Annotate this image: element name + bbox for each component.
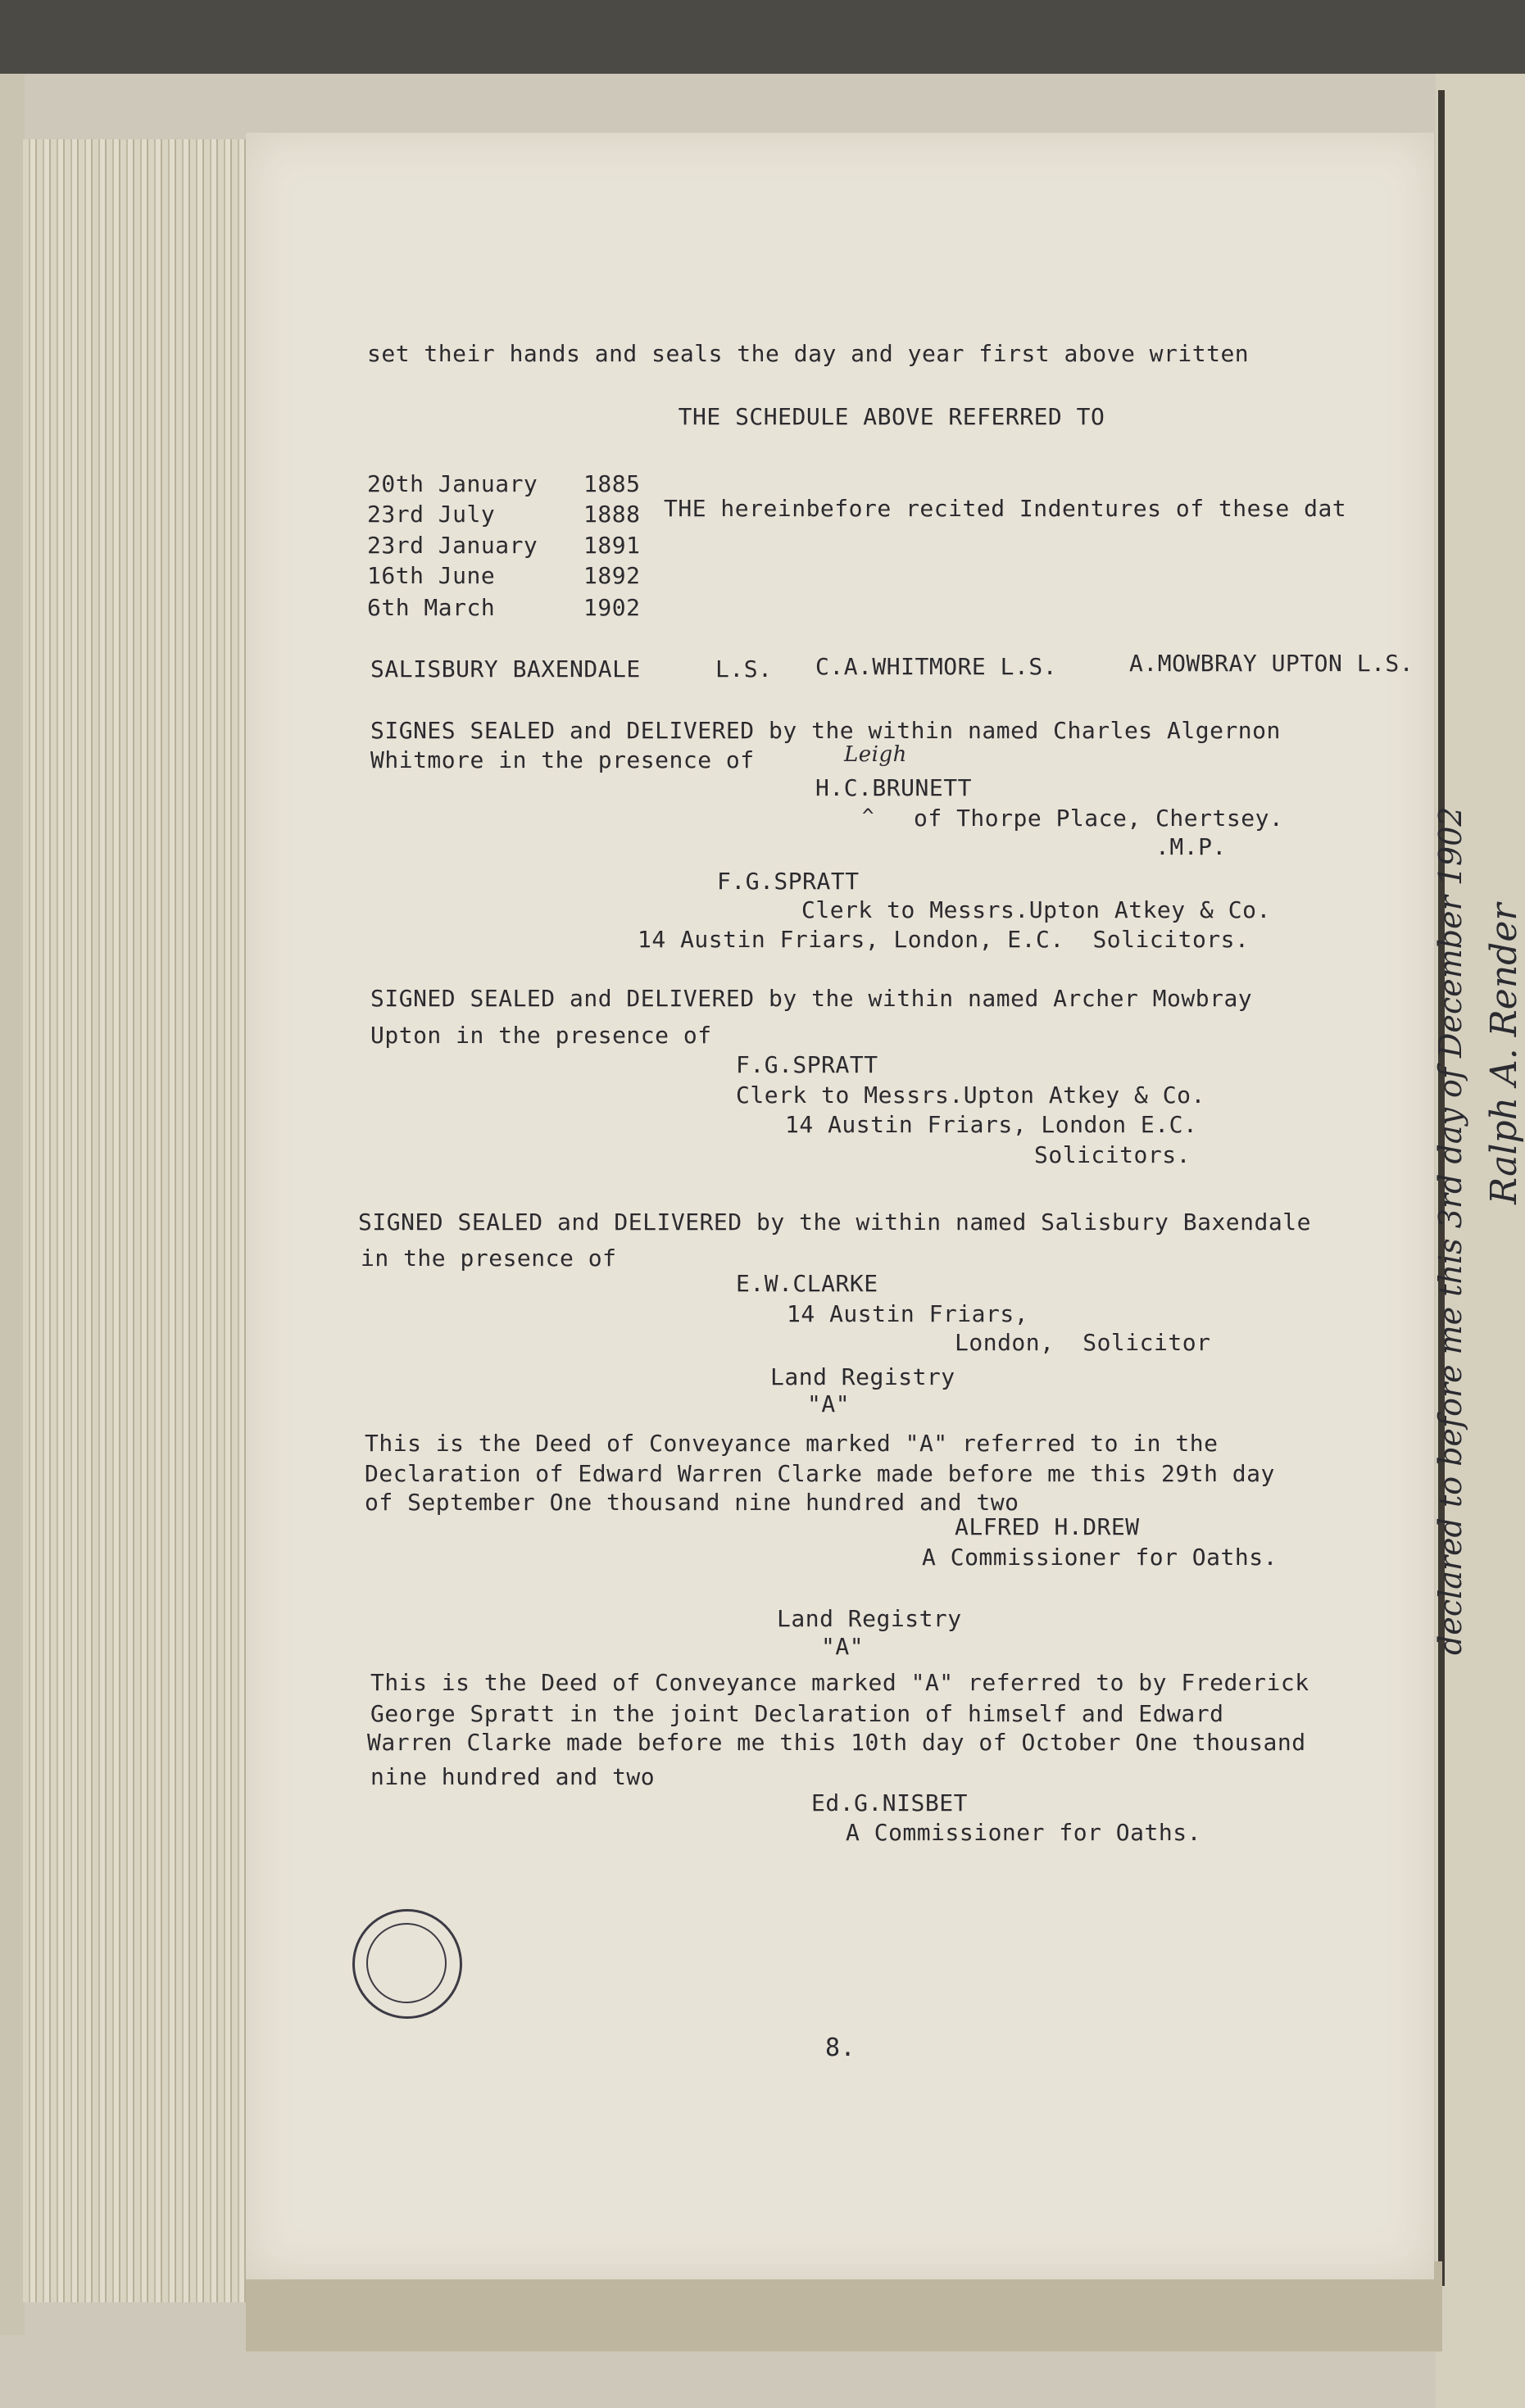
schedule-date-year: 1902 [583,594,641,621]
witness1-address2: 14 Austin Friars, London, E.C. Solicitors. [638,926,1250,953]
schedule-date-day: 23rd January [367,532,538,559]
witness1-address: of Thorpe Place, Chertsey. [914,805,1284,832]
registry1-name: ALFRED H.DREW [955,1513,1140,1540]
schedule-date-day: 23rd July [367,501,496,528]
witness1-name: H.C.BRUNETT [815,774,972,801]
registry2-mark: "A" [821,1633,865,1660]
registry1-heading: Land Registry [770,1363,955,1390]
caret-mark: ^ [862,805,874,828]
witness3-line2: in the presence of [361,1245,617,1272]
witness2-solicitors: Solicitors. [1034,1141,1191,1168]
witness1-line2: Whitmore in the presence of [370,746,755,773]
margin-note: declared to before me this 3rd day of December 1902 [1432,806,1468,1655]
witness2-clerk: Clerk to Messrs.Upton Atkey & Co. [736,1082,1205,1109]
registry1-line1: This is the Deed of Conveyance marked "A" referred to in the [365,1430,1219,1457]
schedule-date-year: 1892 [583,562,641,589]
schedule-text: THE hereinbefore recited Indentures of these dat [664,495,1347,522]
registry2-heading: Land Registry [777,1605,962,1632]
schedule-date-year: 1885 [583,470,641,497]
facing-page-edge [0,74,25,2335]
signatory-ls: L.S. [715,655,773,682]
schedule-date-day: 6th March [367,594,496,621]
schedule-date-day: 20th January [367,470,538,497]
registry2-line4: nine hundred and two [370,1763,656,1790]
margin-signature: Ralph A. Render [1483,903,1525,1204]
signatory-upton: A.MOWBRAY UPTON L.S. [1129,650,1414,677]
circular-seal-icon [352,1909,462,2019]
handwritten-insert: Leigh [844,742,907,767]
witness3-address2: London, Solicitor [955,1329,1211,1356]
schedule-date-year: 1891 [583,532,641,559]
witness1-name2: F.G.SPRATT [717,868,860,895]
witness2-line1: SIGNED SEALED and DELIVERED by the within named Archer Mowbray [370,985,1253,1012]
schedule-date-year: 1888 [583,501,641,528]
witness2-name: F.G.SPRATT [736,1051,878,1078]
registry2-line2: George Spratt in the joint Declaration of himself and Edward [370,1700,1224,1727]
signatory-whitmore: C.A.WHITMORE L.S. [815,653,1058,680]
witness3-name: E.W.CLARKE [736,1270,878,1297]
registry1-line3: of September One thousand nine hundred and two [365,1489,1019,1516]
registry1-role: A Commissioner for Oaths. [922,1544,1278,1571]
registry2-role: A Commissioner for Oaths. [846,1819,1201,1846]
witness3-line1: SIGNED SEALED and DELIVERED by the within named Salisbury Baxendale [358,1209,1311,1236]
stacked-page-edges [23,139,248,2302]
registry2-line3: Warren Clarke made before me this 10th day of October One thousand [367,1729,1306,1756]
signatory-baxendale: SALISBURY BAXENDALE [370,655,641,682]
registry2-line1: This is the Deed of Conveyance marked "A" referred to by Frederick [370,1669,1309,1696]
witness3-address1: 14 Austin Friars, [787,1300,1029,1327]
registry1-mark: "A" [807,1390,851,1417]
witness1-clerk: Clerk to Messrs.Upton Atkey & Co. [801,896,1271,923]
schedule-heading: THE SCHEDULE ABOVE REFERRED TO [678,403,1105,430]
registry1-line2: Declaration of Edward Warren Clarke made before me this 29th day [365,1460,1275,1487]
witness2-address: 14 Austin Friars, London E.C. [785,1111,1198,1138]
witness1-line1: SIGNES SEALED and DELIVERED by the within named Charles Algernon [370,717,1281,744]
page-number: 8. [825,2034,856,2062]
closing-line: set their hands and seals the day and year first above written [367,340,1250,367]
registry2-name: Ed.G.NISBET [811,1789,968,1816]
witness2-line2: Upton in the presence of [370,1022,712,1049]
witness1-title: .M.P. [1155,833,1227,860]
schedule-date-day: 16th June [367,562,496,589]
